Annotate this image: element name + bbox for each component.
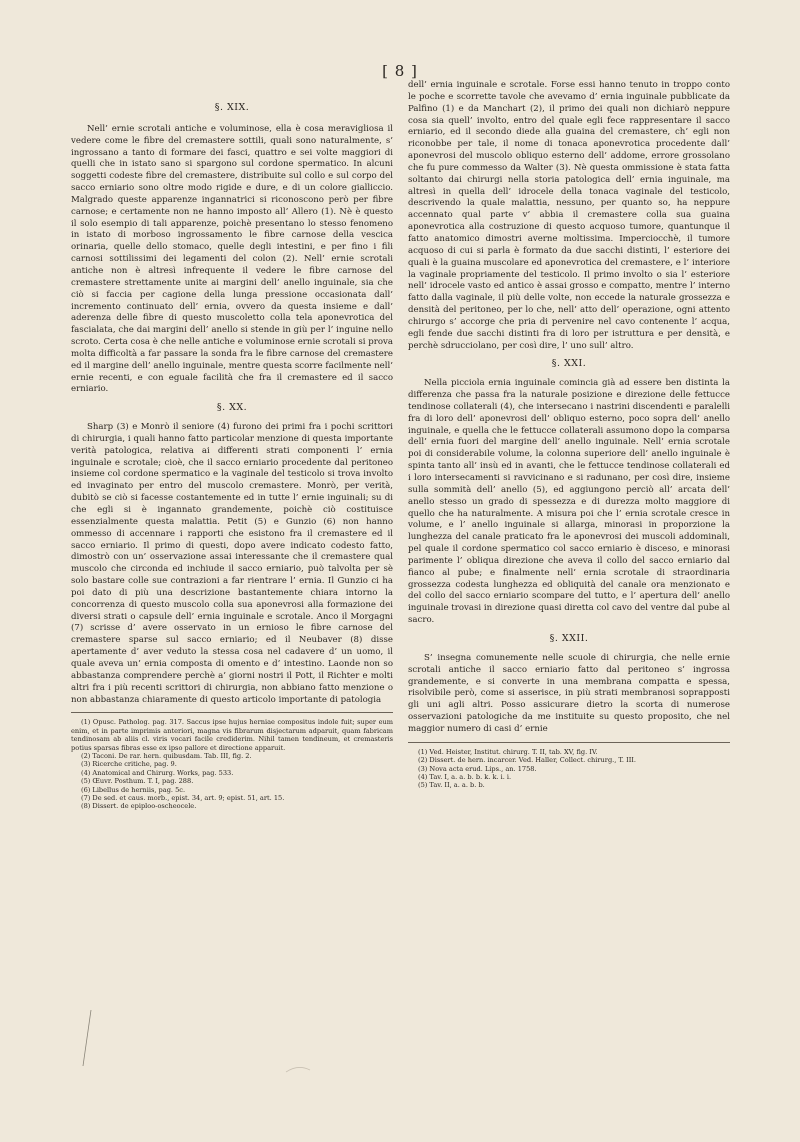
footnote: (6) Libellus de herniis, pag. 5c. <box>81 785 186 794</box>
faint-mark <box>285 1064 311 1074</box>
footnotes-left <box>71 712 393 810</box>
footnote: (1) Ved. Heister, Institut. chirurg. T. II, tab. XV, fig. IV. <box>418 747 598 756</box>
section-heading-21: §. XXI. <box>551 358 587 370</box>
paragraph-section-21: Nella picciola ernia inguinale comincia già ad essere ben distinta la differenza che passa fra la naturale posizione e direzione delle fettucce tendinose collaterali (4), che intersecano i nastrini discendenti e paralelli fra di loro dell’ aponevrosi dell’ obliquo esterno, poco sopra dell’ anello inguinale, e quella che le fettucce collaterali assumono dopo la comparsa dell’ ernia fuori del margine dell’ anello inguinale. Nell’ ernia scrotale poi di considerabile volume, la colonna superiore dell’ anello inguinale è spinta tanto all’ insù ed in avanti, che le fettucce tendinose collaterali ed i loro intersecamenti si ravvicinano e si radunano, per così dire, insieme sulla sommità dell’ anello (5), ed aggiungono perciò all’ arcata dell’ anello stesso un grado di spessezza e di durezza molto maggiore di quello che ha naturalmente. A misura poi che l’ ernia scrotale cresce in volume, e l’ anello inguinale si allarga, minorasi in proporzione la lunghezza del canale praticato fra le aponevrosi dei muscoli addominali, pel quale il cordone spermatico col sacco erniario è disceso, e minorasi parimente l’ obliqua direzione che aveva il collo del sacco erniario dal fianco al pube; e finalmente nell’ ernia scrotale di straordinaria grossezza codesta lunghezza ed obliquità del canale ora menzionato e del collo del sacco erniario scompare del tutto, e l’ apertura dell’ anello inguinale trovasi in direzione quasi diretta col cavo del ventre dal pube al sacro. <box>408 378 730 626</box>
footnote: (4) Anatomical and Chirurg. Works, pag. 533. <box>81 768 234 777</box>
footnote: (4) Tav. I, a. a. b. b. k. k. i. i. <box>418 772 512 781</box>
paragraph-section-19: Nell’ ernie scrotali antiche e voluminose, ella è cosa meravigliosa il vedere come le fibre del cremastere sottili, quali sono naturalmente, s’ ingrossano a tanto di formare dei fasci, quattro e sei volte maggiori di quelli che in istato sano si spargono sul cordone spermatico. In alcuni soggetti codeste fibre del cremastere, distribuite sul collo e sul corpo del sacco erniario sono oltre modo rigide e dure, e di un colore gialliccio. Malgrado queste apparenze ingannatrici si riconoscono però per fibre carnose; e certamente non ne hanno imposto all’ Allero (1). Nè è questo il solo esempio di tali apparenze, poichè presentano lo stesso fenomeno in istato di morboso ingrossamento le fibre carnose della vescica orinaria, quelle dello stomaco, quelle degli intestini, e per fino i fili carnosi sottilissimi dei legamenti del colon (2). Nell’ ernie scrotali antiche non è altresì infrequente il vedere le fibre carnose del cremastere strettamente unite ai margini dell’ anello inguinale, sia che ciò si faccia per cagione della lunga pressione occasionata dall’ incremento continuato dell’ ernia, ovvero da questa insieme e dall’ aderenza delle fibre di questo muscoletto colla tela aponevrotica del fascialata, che dai margini dell’ anello si stende in giù per l’ inguine nello scroto. Certa cosa è che nelle antiche e voluminose ernie scrotali si prova molta difficoltà a far passare la sonda fra le fibre carnose del cremastere ed il margine dell’ anello inguinale, mentre questa scorre facilmente nell’ ernie recenti, e con eguale facilità che fra il cremastere ed il sacco erniario. <box>71 123 393 395</box>
footnote: (8) Dissert. de epiploo-oscheocele. <box>81 802 197 811</box>
paragraph-section-22: S’ insegna comunemente nelle scuole di chirurgia, che nelle ernie scrotali antiche il sacco erniario fatto dal peritoneo s’ ingrossa grandemente, e si converte in una membrana compatta e spessa, risolvibile però, come si asserisce, in più strati membranosi soprapposti gli uni agli altri. Posso assicurare dietro la scorta di numerose osservazioni patologiche da me instituite su questo proposito, che nel maggior numero di casi d’ ernie <box>408 652 730 734</box>
footnote: (7) De sed. et caus. morb., epist. 34, art. 9; epist. 51, art. 15. <box>81 794 285 802</box>
footnotes-right <box>408 742 730 790</box>
section-heading-22: §. XXII. <box>549 632 589 644</box>
footnote: (3) Ricerche critiche, pag. 9. <box>81 760 177 769</box>
section-heading-19: §. XIX. <box>214 102 250 113</box>
section-heading-20: §. XX. <box>216 402 248 414</box>
right-column <box>408 80 730 790</box>
paragraph-section-20: Sharp (3) e Monrò il seniore (4) furono dei primi fra i pochi scrittori di chirurgia, i quali hanno fatto particolar menzione di questa importante verità patologica, relativa ai differenti strati componenti l’ ernia inguinale e scrotale; cioè, che il sacco erniario procedente dal peritoneo insieme col cordone spermatico e la vaginale del testicolo si trova involto ed invaginato per entro del muscolo cremastere. Monrò, per verità, dubitò se ciò si facesse costantemente ed in tutte l’ ernie inguinali; su di che egli si è ingannato grandemente, poichè ciò costituisce essenzialmente questa malattia. Petit (5) e Gunzio (6) non hanno ommesso di accennare i rapporti che esistono fra il cremastere ed il sacco erniario. Il primo di questi, dopo avere indicato codesto fatto, dimostrò con un’ osservazione assai interessante che il cremastere qual muscolo che circonda ed inchiude il sacco erniario, può talvolta per sè solo bastare colle sue contrazioni a far rientrare l’ ernia. Il Gunzio ci ha poi dato di più una descrizione bastantemente chiara intorno la concorrenza di questo muscolo colla sua aponevrosi alla formazione dei diversi strati o capsule dell’ ernia inguinale e scrotale. Anco il Morgagni (7) scrisse d’ avere osservato in un ernioso le fibre carnose del cremastere sparse sul sacco erniario; ed il Neubaver (8) disse apertamente d’ aver veduto la stessa cosa nel cadavere d’ un uomo, il quale aveva un’ ernia composta di omento e d’ intestino. Laonde non so abbastanza comprendere perchè a’ giorni nostri il Pott, il Richter e molti altri fra i più recenti scrittori di chirurgia, non abbiano fatto menzione o non abbastanza chiaramente di questo articolo importante di patologia <box>71 422 393 705</box>
footnote: (2) Dissert. de hern. incarcer. Ved. Haller, Collect. chirurg., T. III. <box>418 756 636 765</box>
footnote: (3) Nova acta erud. Lips., an. 1758. <box>418 764 537 773</box>
left-column <box>71 88 393 811</box>
page-number: [ 8 ] <box>382 62 418 80</box>
footnote: (5) Œuvr. Posthum. T. I, pag. 288. <box>81 777 194 786</box>
footnote: (2) Taconi. De rar. hern. quibusdam. Tab. III, fig. 2. <box>81 751 252 760</box>
footnote: (1) Opusc. Patholog. pag. 317. Saccus ipse hujus herniae compositus indole fuit; super eum enim, et in parte imprimis anteriori, magna vis fibrarum disjectarum adparuit, quam fabricam tendinosam ab aliis cl. viris vocari facile crediderim. Nihil tamen tendineum, et cremasteris potius sparsas fibras esse ex ipso pallore et directione apparuit. <box>71 718 393 752</box>
pencil-mark <box>82 1008 92 1068</box>
footnote: (5) Tav. II, a. a. b. b. <box>418 781 485 790</box>
paragraph-continuation: dell’ ernia inguinale e scrotale. Forse essi hanno tenuto in troppo conto le poche e scorrette tavole che avevamo d’ ernia inguinale pubblicate da Palfino (1) e da Manchart (2), il primo dei quali non dichiarò neppure cosa sia quell’ involto, entro del quale egli fece rappresentare il sacco erniario, ed il secondo diede alla guaina del cremastere, ch’ egli non riconobbe per tale, il nome di tonaca aponevrotica procedente dall’ aponevrosi del muscolo obliquo esterno dell’ addome, errore grossolano che fu pure commesso da Walter (3). Nè questa ommissione è stata fatta soltanto dai chirurgi nella storia patologica dell’ ernia inguinale, ma altresì in quella dell’ idrocele della tonaca vaginale del testicolo, descrivendo la quale malattia, nessuno, per quanto so, ha neppure accennato qual parte v’ abbia il cremastere colla sua guaina aponevrotica alla costruzione di questo acquoso tumore, quantunque il fatto anatomico dimostri averne moltissima. Imperciocchè, il tumore acquoso di cui si parla è formato da due sacchi distinti, l’ esteriore dei quali è la guaina muscolare ed aponevrotica del cremastere, e l’ interiore la vaginale propriamente del testicolo. Il primo involto o sia l’ esteriore nell’ idrocele vasto ed antico è assai grosso e compatto, mentre l’ interno fatto dalla vaginale, il più delle volte, non eccede la naturale grossezza e densità del peritoneo, per lo che, nell’ atto dell’ operazione, ogni attento chirurgo s’ accorge che pria di pervenire nel cavo contenente l’ acqua, egli fende due sacchi distinti fra di loro per istruttura e per densità, e perchè sdrucciolano, per così dire, l’ uno sull’ altro. <box>408 80 730 351</box>
